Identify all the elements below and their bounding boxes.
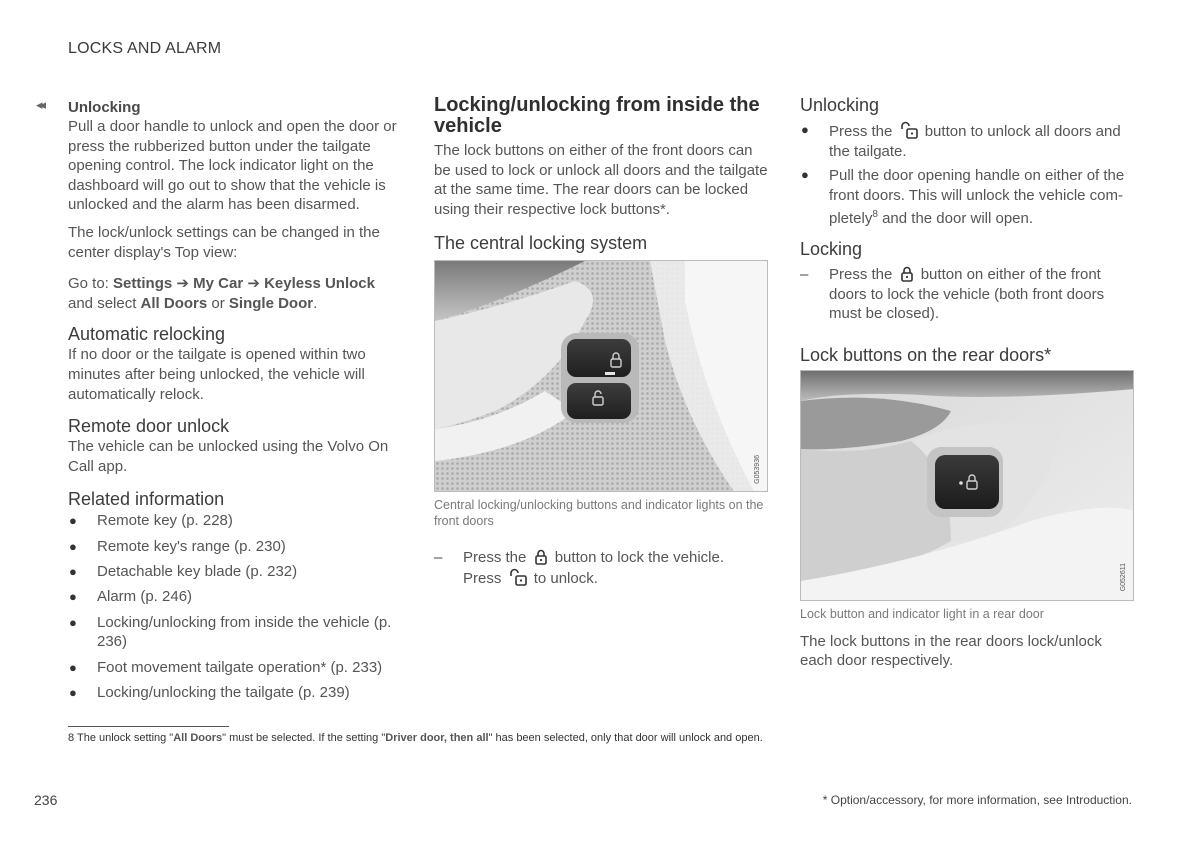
option-single-door: Single Door	[228, 294, 314, 312]
footnote-divider	[68, 726, 229, 727]
related-link-locking-tailgate[interactable]: ● Locking/unlocking the tailgate (p. 239)	[69, 684, 350, 702]
column-middle	[434, 95, 770, 589]
section-title: LOCKS AND ALARM	[68, 40, 222, 57]
front-door-lock-buttons-photo	[434, 260, 768, 492]
bullet-icon: ●	[801, 167, 809, 183]
bullet-icon: ●	[69, 564, 77, 580]
bullet-icon: ●	[69, 685, 77, 701]
menu-keyless-unlock: Keyless Unlock	[264, 275, 375, 293]
menu-settings: Settings	[113, 275, 173, 293]
image-reference-code: G052611	[1120, 563, 1127, 592]
footnote: 8 The unlock setting "All Doors" must be selected. If the setting "Driver door, then all" has been selected, only that door will unlock and open.	[68, 732, 763, 744]
related-link-detachable-key-blade[interactable]: ● Detachable key blade (p. 232)	[69, 563, 298, 581]
lock-open-icon	[900, 121, 918, 139]
remote-door-unlock-heading: Remote door unlock	[68, 416, 230, 437]
rear-door-illustration	[801, 371, 1134, 601]
door-handle-instruction: ● Pull the door opening handle on either of the front doors. This will unlock the vehicle completely$^8$ and the door will open.	[801, 167, 1125, 228]
unlocking-subheading: Unlocking	[68, 99, 141, 116]
bullet-icon: ●	[801, 122, 809, 137]
automatic-relocking-paragraph: If no door or the tailgate is opened within two minutes after being unlocked, the vehicle will automatically relock.	[68, 346, 366, 403]
bullet-icon: ●	[69, 513, 77, 529]
option-all-doors: All Doors	[140, 294, 208, 312]
automatic-relocking-heading: Automatic relocking	[68, 324, 226, 345]
bullet-icon: ●	[69, 659, 77, 675]
column-left	[68, 95, 398, 709]
lock-closed-icon	[900, 266, 914, 282]
footnote-number: 8	[68, 732, 75, 744]
dash-icon: –	[800, 265, 809, 283]
intro-paragraph: The lock buttons on either of the front doors can be used to lock or unlock all doors and the tailgate at the same time. The rear doors can be locked using their respective lock buttons*.	[434, 142, 768, 218]
unlocking-paragraph: Pull a door handle to unlock and open the door or press the rubberized button under the tailgate opening control. The lock indicator light on the dashboard will go out to show that the vehicle is unlocked and the alarm has been disarmed.	[68, 118, 397, 214]
rear-door-lock-button-photo	[800, 370, 1134, 601]
image-reference-code: G053936	[754, 454, 761, 484]
rear-door-paragraph: The lock buttons in the rear doors lock/unlock each door respectively.	[800, 632, 1102, 670]
settings-paragraph: The lock/unlock settings can be changed in the center display's Top view:	[68, 223, 380, 261]
rear-door-lock-heading: Lock buttons on the rear doors*	[800, 344, 1052, 365]
remote-door-unlock-paragraph: The vehicle can be unlocked using the Volvo On Call app.	[68, 438, 389, 475]
bullet-icon: ●	[69, 614, 77, 630]
arrow-right-icon: ➔	[176, 275, 189, 293]
related-link-locking-inside[interactable]: ● Locking/unlocking from inside the vehicle (p. 236)	[69, 613, 392, 651]
related-information-list	[68, 511, 398, 703]
footnote-reference[interactable]: 8	[872, 209, 878, 221]
continued-from-previous-icon: ◂◂	[36, 97, 44, 112]
menu-my-car: My Car	[193, 275, 244, 293]
related-information-heading: Related information	[68, 489, 225, 510]
main-section-heading: Locking/unlocking from inside the vehicle	[434, 94, 760, 137]
unlocking-heading: Unlocking	[800, 95, 880, 115]
bullet-icon: ●	[69, 538, 77, 554]
unlock-button-instruction: ● Press the button to unlock all doors and the tailgate.	[801, 122, 1121, 160]
related-link-foot-movement-tailgate[interactable]: ● Foot movement tailgate operation* (p. 233)	[69, 658, 383, 676]
dash-icon: –	[434, 549, 443, 567]
menu-path-paragraph: Go to: Settings ➔ My Car ➔ Keyless Unlock and select All Doors or Single Door.	[68, 275, 375, 312]
central-locking-heading: The central locking system	[434, 233, 648, 254]
option-accessory-note: * Option/accessory, for more information, see Introduction.	[822, 793, 1132, 807]
front-door-illustration	[435, 261, 768, 492]
locking-heading: Locking	[800, 238, 863, 259]
related-link-remote-key-range[interactable]: ● Remote key's range (p. 230)	[69, 537, 286, 555]
column-right	[800, 95, 1136, 679]
rear-photo-caption: Lock button and indicator light in a rear door	[800, 606, 1044, 621]
arrow-right-icon: ➔	[247, 275, 260, 293]
lock-open-icon	[509, 568, 527, 586]
lock-closed-icon	[534, 549, 548, 565]
related-link-alarm[interactable]: ● Alarm (p. 246)	[69, 588, 193, 606]
lock-instruction-step: – Press the button to lock the vehicle. Press to unlock.	[434, 549, 724, 587]
bullet-icon: ●	[69, 589, 77, 605]
page-number: 236	[34, 792, 58, 808]
front-photo-caption: Central locking/unlocking buttons and indicator lights on the front doors	[434, 498, 764, 529]
related-link-remote-key[interactable]: ● Remote key (p. 228)	[69, 512, 233, 530]
locking-instruction: – Press the button on either of the front doors to lock the vehicle (both front doors must be closed).	[800, 265, 1105, 323]
